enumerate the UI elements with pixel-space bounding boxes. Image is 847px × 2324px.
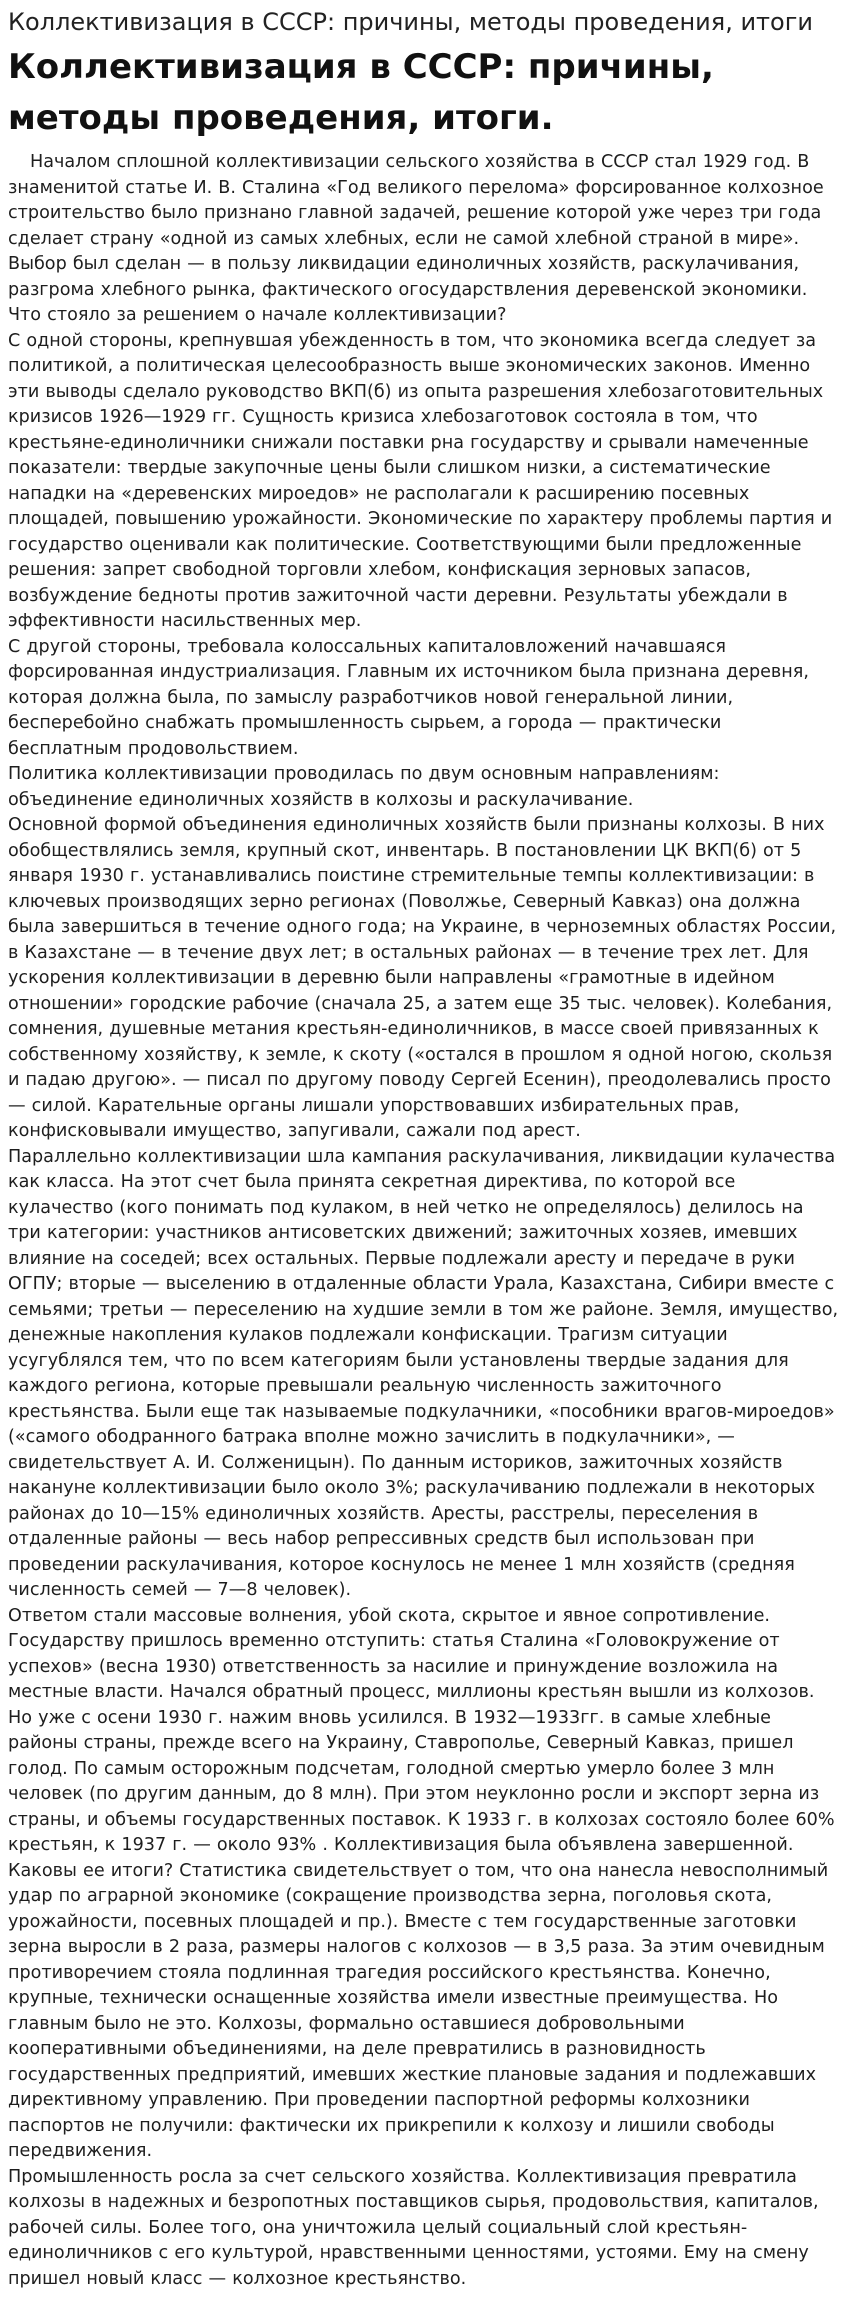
article-body [8,150,839,2292]
document-title-bar: Коллективизация в СССР: причины, методы проведения, итоги [8,8,813,36]
paragraph-1: Началом сплошной коллективизации сельского хозяйства в СССР стал 1929 год. В знаменитой статье И. В. Сталина «Год великого перелома» форсированное колхозное строительство было признано главной задачей, решение которой уже через три года сделает страну «одной из самых хлебных, если не самой хлебной страной в мире». Выбор был сделан — в пользу ликвидации единоличных хозяйств, раскулачивания, разгрома хлебного рынка, фактического огосударствления деревенской экономики. Что стояло за решением о начале коллективизации? [8,152,824,325]
paragraph-4: Политика коллективизации проводилась по двум основным направлениям: объединение единоличных хозяйств в колхозы и раскулачивание. [8,764,720,810]
paragraph-9: Промышленность росла за счет сельского хозяйства. Коллективизация превратила колхозы в надежных и безропотных поставщиков сырья, продовольствия, капиталов, рабочей силы. Более того, она уничтожила целый социальный слой крестьян-единоличников с его культурой, нравственными ценностями, устоями. Ему на смену пришел новый класс — колхозное крестьянство. [8,2166,819,2289]
paragraph-2: С одной стороны, крепнувшая убежденность в том, что экономика всегда следует за политикой, а политическая целесообразность выше экономических законов. Именно эти выводы сделало руководство ВКП(б) из опыта разрешения хлебозаготовительных кризисов 1926—1929 гг. Сущность кризиса хлебозаготовок состояла в том, что крестьяне-единоличники снижали поставки рна государству и срывали намеченные показатели: твердые закупочные цены были слишком низки, а систематические нападки на «деревенских мироедов» не располагали к расширению посевных площадей, повышению урожайности. Экономические по характеру проблемы партия и государство оценивали как политические. Соответствующими были предложенные решения: запрет свободной торговли хлебом, конфискация зерновых запасов, возбуждение бедноты против зажиточной части деревни. Результаты убеждали в эффективности насильственных мер. [8,330,833,631]
paragraph-3: С другой стороны, требовала колоссальных капиталовложений начавшаяся форсированная индустриализация. Главным их источником была признана деревня, которая должна была, по замыслу разработчиков новой генеральной линии, бесперебойно снабжать промышленность сырьем, а города — практически бесплатным продовольствием. [8,636,809,759]
paragraph-6: Параллельно коллективизации шла кампания раскулачивания, ликвидации кулачества как класса. На этот счет была принята секретная директива, по которой все кулачество (кого понимать под кулаком, в ней четко не определялось) делилось на три категории: участников антисоветских движений; зажиточных хозяев, имевших влияние на соседей; всех остальных. Первые подлежали аресту и передаче в руки ОГПУ; вторые — выселению в отдаленные области Урала, Казахстана, Сибири вместе с семьями; третьи — переселению на худшие земли в том же районе. Земля, имущество, денежные накопления кулаков подлежали конфискации. Трагизм ситуации усугублялся тем, что по всем категориям были установлены твердые задания для каждого региона, которые превышали реальную численность зажиточного крестьянства. Были еще так называемые подкулачники, «пособники врагов-мироедов» («самого ободранного батрака вполне можно зачислить в подкулачники», — свидетельствует А. И. Солженицын). По данным историков, зажиточных хозяйств накануне коллективизации было около 3%; раскулачиванию подлежали в некоторых районах до 10—15% единоличных хозяйств. Аресты, расстрелы, переселения в отдаленные районы — весь набор репрессивных средств был использован при проведении раскулачивания, которое коснулось не менее 1 млн хозяйств (средняя численность семей — 7—8 человек). [8,1146,839,1600]
paragraph-7: Ответом стали массовые волнения, убой скота, скрытое и явное сопротивление. Государству пришлось временно отступить: статья Сталина «Головокружение от успехов» (весна 1930) ответственность за насилие и принуждение возложила на местные власти. Начался обратный процесс, миллионы крестьян вышли из колхозов. Но уже с осени 1930 г. нажим вновь усилился. В 1932—1933гг. в самые хлебные районы страны, прежде всего на Украину, Ставрополье, Северный Кавказ, пришел голод. По самым осторожным подсчетам, голодной смертью умерло более 3 млн человек (по другим данным, до 8 млн). При этом неуклонно росли и экспорт зерна из страны, и объемы государственных поставок. К 1933 г. в колхозах состояло более 60% крестьян, к 1937 г. — около 93% . Коллективизация была объявлена завершенной. [8,1605,835,1855]
paragraph-5: Основной формой объединения единоличных хозяйств были признаны колхозы. В них обобществлялись земля, крупный скот, инвентарь. В постановлении ЦК ВКП(б) от 5 января 1930 г. устанавливались поистине стремительные темпы коллективизации: в ключевых производящих зерно регионах (Поволжье, Северный Кавказ) она должна была завершиться в течение одного года; на Украине, в черноземных областях России, в Казахстане — в течение двух лет; в остальных районах — в течение трех лет. Для ускорения коллективизации в деревню были направлены «грамотные в идейном отношении» городские рабочие (сначала 25, а затем еще 35 тыс. человек). Колебания, сомнения, душевные метания крестьян-единоличников, в массе своей привязанных к собственному хозяйству, к земле, к скоту («остался в прошлом я одной ногою, скользя и падаю другою». — писал по другому поводу Сергей Есенин), преодолевались просто — силой. Карательные органы лишали упорствовавших избирательных прав, конфисковывали имущество, запугивали, сажали под арест. [8,815,837,1141]
paragraph-8: Каковы ее итоги? Статистика свидетельствует о том, что она нанесла невосполнимый удар по аграрной экономике (сокращение производства зерна, поголовья скота, урожайности, посевных площадей и пр.). Вместе с тем государственные заготовки зерна выросли в 2 раза, размеры налогов с колхозов — в 3,5 раза. За этим очевидным противоречием стояла подлинная трагедия российского крестьянства. Конечно, крупные, технически оснащенные хозяйства имели известные преимущества. Но главным было не это. Колхозы, формально оставшиеся добровольными кооперативными объединениями, на деле превратились в разновидность государственных предприятий, имевших жесткие плановые задания и подлежавших директивному управлению. При проведении паспортной реформы колхозники паспортов не получили: фактически их прикрепили к колхозу и лишили свободы передвижения. [8,1860,829,2161]
page-title: Коллективизация в СССР: причины, методы проведения, итоги. [8,47,714,138]
